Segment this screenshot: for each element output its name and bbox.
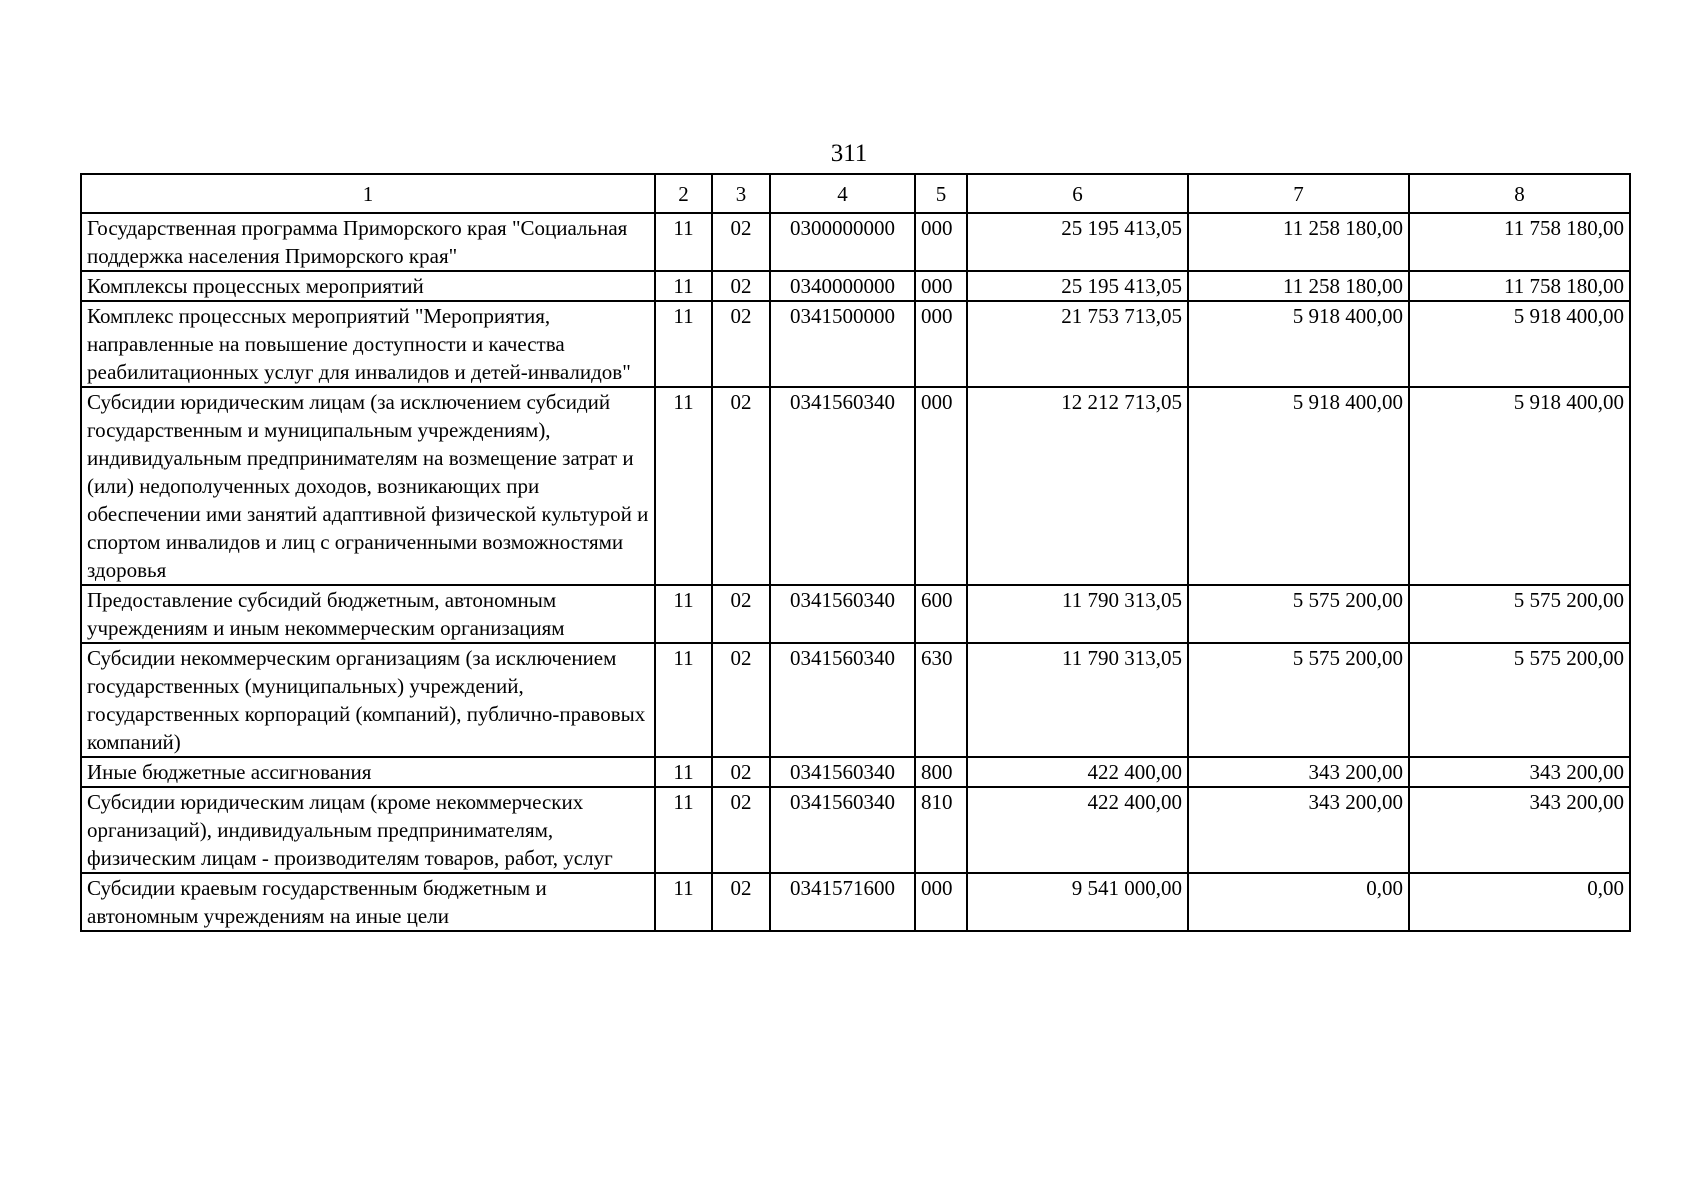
row-name: Субсидии юридическим лицам (кроме некоммерческих организаций), индивидуальным предпринимателям, физическим лицам - производителям товаров, работ, услуг xyxy=(81,787,655,873)
row-section: 11 xyxy=(655,301,712,387)
row-subsection: 02 xyxy=(712,643,770,757)
row-section: 11 xyxy=(655,643,712,757)
row-expense-type: 630 xyxy=(915,643,967,757)
row-name: Предоставление субсидий бюджетным, автономным учреждениям и иным некоммерческим организациям xyxy=(81,585,655,643)
row-section: 11 xyxy=(655,213,712,271)
row-amount-7: 5 918 400,00 xyxy=(1188,387,1409,585)
row-name: Субсидии некоммерческим организациям (за исключением государственных (муниципальных) учреждений, государственных корпораций (компаний), публично-правовых компаний) xyxy=(81,643,655,757)
row-amount-6: 12 212 713,05 xyxy=(967,387,1188,585)
row-name: Комплексы процессных мероприятий xyxy=(81,271,655,301)
table-row xyxy=(81,787,1630,873)
row-target-code: 0341560340 xyxy=(770,387,915,585)
row-amount-6: 9 541 000,00 xyxy=(967,873,1188,931)
row-amount-6: 21 753 713,05 xyxy=(967,301,1188,387)
table-row xyxy=(81,301,1630,387)
row-amount-8: 343 200,00 xyxy=(1409,757,1630,787)
row-amount-8: 5 575 200,00 xyxy=(1409,643,1630,757)
row-subsection: 02 xyxy=(712,387,770,585)
row-amount-8: 0,00 xyxy=(1409,873,1630,931)
row-target-code: 0300000000 xyxy=(770,213,915,271)
row-subsection: 02 xyxy=(712,301,770,387)
row-expense-type: 800 xyxy=(915,757,967,787)
page-number: 311 xyxy=(830,140,868,167)
row-section: 11 xyxy=(655,585,712,643)
row-name: Комплекс процессных мероприятий "Мероприятия, направленные на повышение доступности и качества реабилитационных услуг для инвалидов и детей-инвалидов" xyxy=(81,301,655,387)
row-amount-8: 5 575 200,00 xyxy=(1409,585,1630,643)
row-expense-type: 600 xyxy=(915,585,967,643)
row-target-code: 0340000000 xyxy=(770,271,915,301)
row-amount-8: 11 758 180,00 xyxy=(1409,213,1630,271)
row-amount-6: 422 400,00 xyxy=(967,757,1188,787)
row-expense-type: 000 xyxy=(915,387,967,585)
row-amount-7: 11 258 180,00 xyxy=(1188,271,1409,301)
row-section: 11 xyxy=(655,873,712,931)
row-subsection: 02 xyxy=(712,873,770,931)
row-subsection: 02 xyxy=(712,213,770,271)
column-header: 2 xyxy=(655,174,712,213)
budget-table xyxy=(80,173,1631,932)
row-amount-7: 11 258 180,00 xyxy=(1188,213,1409,271)
row-amount-6: 422 400,00 xyxy=(967,787,1188,873)
table-row xyxy=(81,873,1630,931)
table-row xyxy=(81,213,1630,271)
row-amount-7: 0,00 xyxy=(1188,873,1409,931)
row-amount-8: 5 918 400,00 xyxy=(1409,301,1630,387)
row-target-code: 0341500000 xyxy=(770,301,915,387)
row-target-code: 0341560340 xyxy=(770,787,915,873)
table-row xyxy=(81,757,1630,787)
row-expense-type: 000 xyxy=(915,301,967,387)
column-header: 8 xyxy=(1409,174,1630,213)
row-subsection: 02 xyxy=(712,585,770,643)
row-amount-8: 11 758 180,00 xyxy=(1409,271,1630,301)
column-header: 4 xyxy=(770,174,915,213)
row-amount-7: 5 575 200,00 xyxy=(1188,643,1409,757)
table-row xyxy=(81,643,1630,757)
column-header: 3 xyxy=(712,174,770,213)
row-amount-8: 343 200,00 xyxy=(1409,787,1630,873)
column-header: 5 xyxy=(915,174,967,213)
column-header: 6 xyxy=(967,174,1188,213)
row-target-code: 0341571600 xyxy=(770,873,915,931)
table-row xyxy=(81,585,1630,643)
row-amount-7: 5 918 400,00 xyxy=(1188,301,1409,387)
row-subsection: 02 xyxy=(712,757,770,787)
column-header: 1 xyxy=(81,174,655,213)
row-amount-7: 5 575 200,00 xyxy=(1188,585,1409,643)
table-row xyxy=(81,271,1630,301)
row-section: 11 xyxy=(655,271,712,301)
row-target-code: 0341560340 xyxy=(770,643,915,757)
table-row xyxy=(81,387,1630,585)
row-expense-type: 810 xyxy=(915,787,967,873)
row-name: Субсидии краевым государственным бюджетным и автономным учреждениям на иные цели xyxy=(81,873,655,931)
row-section: 11 xyxy=(655,757,712,787)
row-amount-7: 343 200,00 xyxy=(1188,757,1409,787)
row-name: Иные бюджетные ассигнования xyxy=(81,757,655,787)
row-amount-8: 5 918 400,00 xyxy=(1409,387,1630,585)
row-subsection: 02 xyxy=(712,271,770,301)
row-name: Субсидии юридическим лицам (за исключением субсидий государственным и муниципальным учреждениям), индивидуальным предпринимателям на возмещение затрат и (или) недополученных доходов, возникающих при обеспечении ими занятий адаптивной физической культурой и спортом инвалидов и лиц с ограниченными возможностями здоровья xyxy=(81,387,655,585)
row-target-code: 0341560340 xyxy=(770,757,915,787)
row-expense-type: 000 xyxy=(915,213,967,271)
column-header: 7 xyxy=(1188,174,1409,213)
row-amount-6: 25 195 413,05 xyxy=(967,213,1188,271)
row-amount-6: 11 790 313,05 xyxy=(967,585,1188,643)
row-expense-type: 000 xyxy=(915,873,967,931)
row-target-code: 0341560340 xyxy=(770,585,915,643)
row-section: 11 xyxy=(655,387,712,585)
table-header-row xyxy=(81,174,1630,213)
row-expense-type: 000 xyxy=(915,271,967,301)
row-amount-6: 25 195 413,05 xyxy=(967,271,1188,301)
row-subsection: 02 xyxy=(712,787,770,873)
row-amount-6: 11 790 313,05 xyxy=(967,643,1188,757)
row-name: Государственная программа Приморского края "Социальная поддержка населения Приморского края" xyxy=(81,213,655,271)
row-amount-7: 343 200,00 xyxy=(1188,787,1409,873)
row-section: 11 xyxy=(655,787,712,873)
